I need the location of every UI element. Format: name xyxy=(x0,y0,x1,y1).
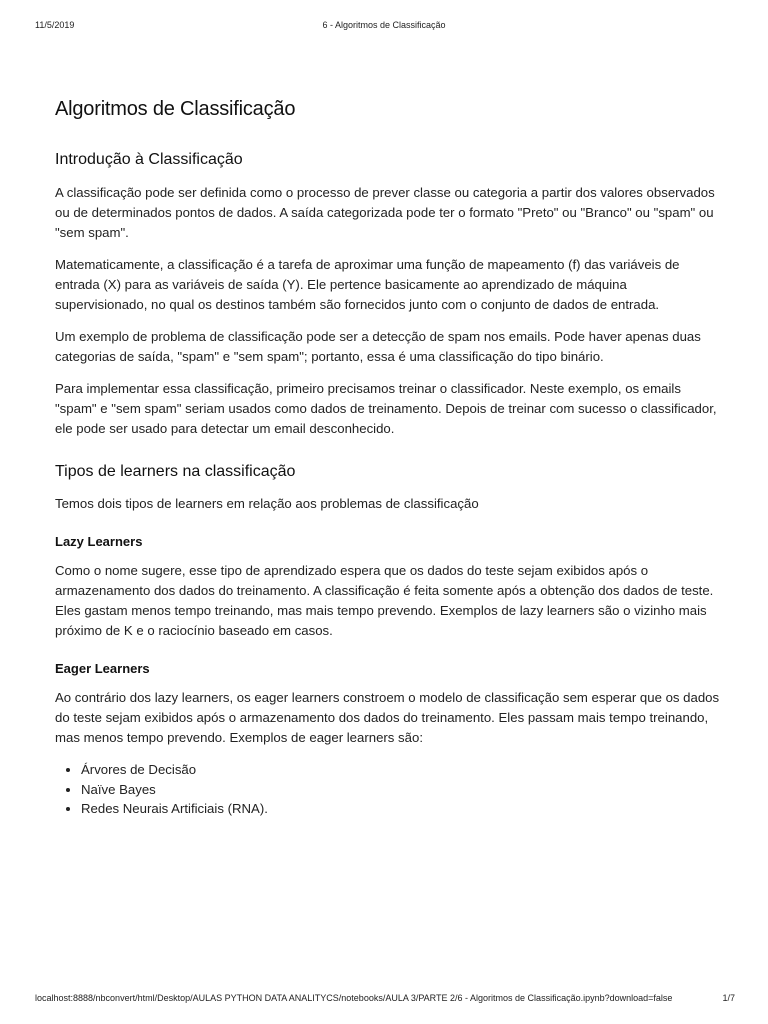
print-url: localhost:8888/nbconvert/html/Desktop/AULAS PYTHON DATA ANALITYCS/notebooks/AULA 3/PARTE 2/6 - Algoritmos de Classificação.ipynb?download=false xyxy=(35,993,673,1003)
print-title: 6 - Algoritmos de Classificação xyxy=(322,20,446,30)
intro-heading: Introdução à Classificação xyxy=(55,151,243,168)
eager-learners-text: Ao contrário dos lazy learners, os eager learners constroem o modelo de classificação sem esperar que os dados do teste sejam exibidos após o armazenamento dos dados do treinamento. Eles passam mais tempo treinando, mas menos tempo prevendo. Exemplos de eager learners são: xyxy=(55,690,720,745)
intro-paragraph-2: Matematicamente, a classificação é a tarefa de aproximar uma função de mapeamento (f) das variáveis de entrada (X) para as variáveis de saída (Y). Ele pertence basicamente ao aprendizado de máquina supervisionado, no qual os destinos também são fornecidos junto com o conjunto de dados de entrada. xyxy=(55,257,680,312)
eager-examples-list xyxy=(55,760,720,819)
learners-intro: Temos dois tipos de learners em relação aos problemas de classificação xyxy=(55,496,479,511)
intro-paragraph-3: Um exemplo de problema de classificação pode ser a detecção de spam nos emails. Pode haver apenas duas categorias de saída, "spam" e "sem spam"; portanto, essa é uma classificação do tipo binário. xyxy=(55,329,701,364)
list-item: • Árvores de Decisão xyxy=(81,760,720,780)
eager-learners-heading: Eager Learners xyxy=(55,661,150,676)
intro-paragraph-4: Para implementar essa classificação, primeiro precisamos treinar o classificador. Neste exemplo, os emails "spam" e "sem spam" seriam usados como dados de treinamento. Depois de treinar com sucesso o classificador, ele pode ser usado para detectar um email desconhecido. xyxy=(55,381,717,436)
learners-heading: Tipos de learners na classificação xyxy=(55,463,296,480)
print-header xyxy=(0,20,768,32)
list-item: • Naïve Bayes xyxy=(81,780,720,800)
lazy-learners-text: Como o nome sugere, esse tipo de aprendizado espera que os dados do teste sejam exibidos após o armazenamento dos dados do treinamento. A classificação é feita somente após a obtenção dos dados de teste. Eles gastam menos tempo treinando, mas mais tempo prevendo. Exemplos de lazy learners são o vizinho mais próximo de K e o raciocínio baseado em casos. xyxy=(55,563,714,638)
list-item: • Redes Neurais Artificiais (RNA). xyxy=(81,799,720,819)
print-date: 11/5/2019 xyxy=(35,20,75,30)
lazy-learners-heading: Lazy Learners xyxy=(55,534,143,549)
page-number: 1/7 xyxy=(722,993,735,1003)
document-body xyxy=(55,98,720,819)
document-title: Algoritmos de Classificação xyxy=(55,98,296,120)
intro-paragraph-1: A classificação pode ser definida como o processo de prever classe ou categoria a partir dos valores observados ou de determinados pontos de dados. A saída categorizada pode ter o formato "Preto" ou "Branco" ou "spam" ou "sem spam". xyxy=(55,185,715,240)
print-footer xyxy=(0,993,768,1005)
